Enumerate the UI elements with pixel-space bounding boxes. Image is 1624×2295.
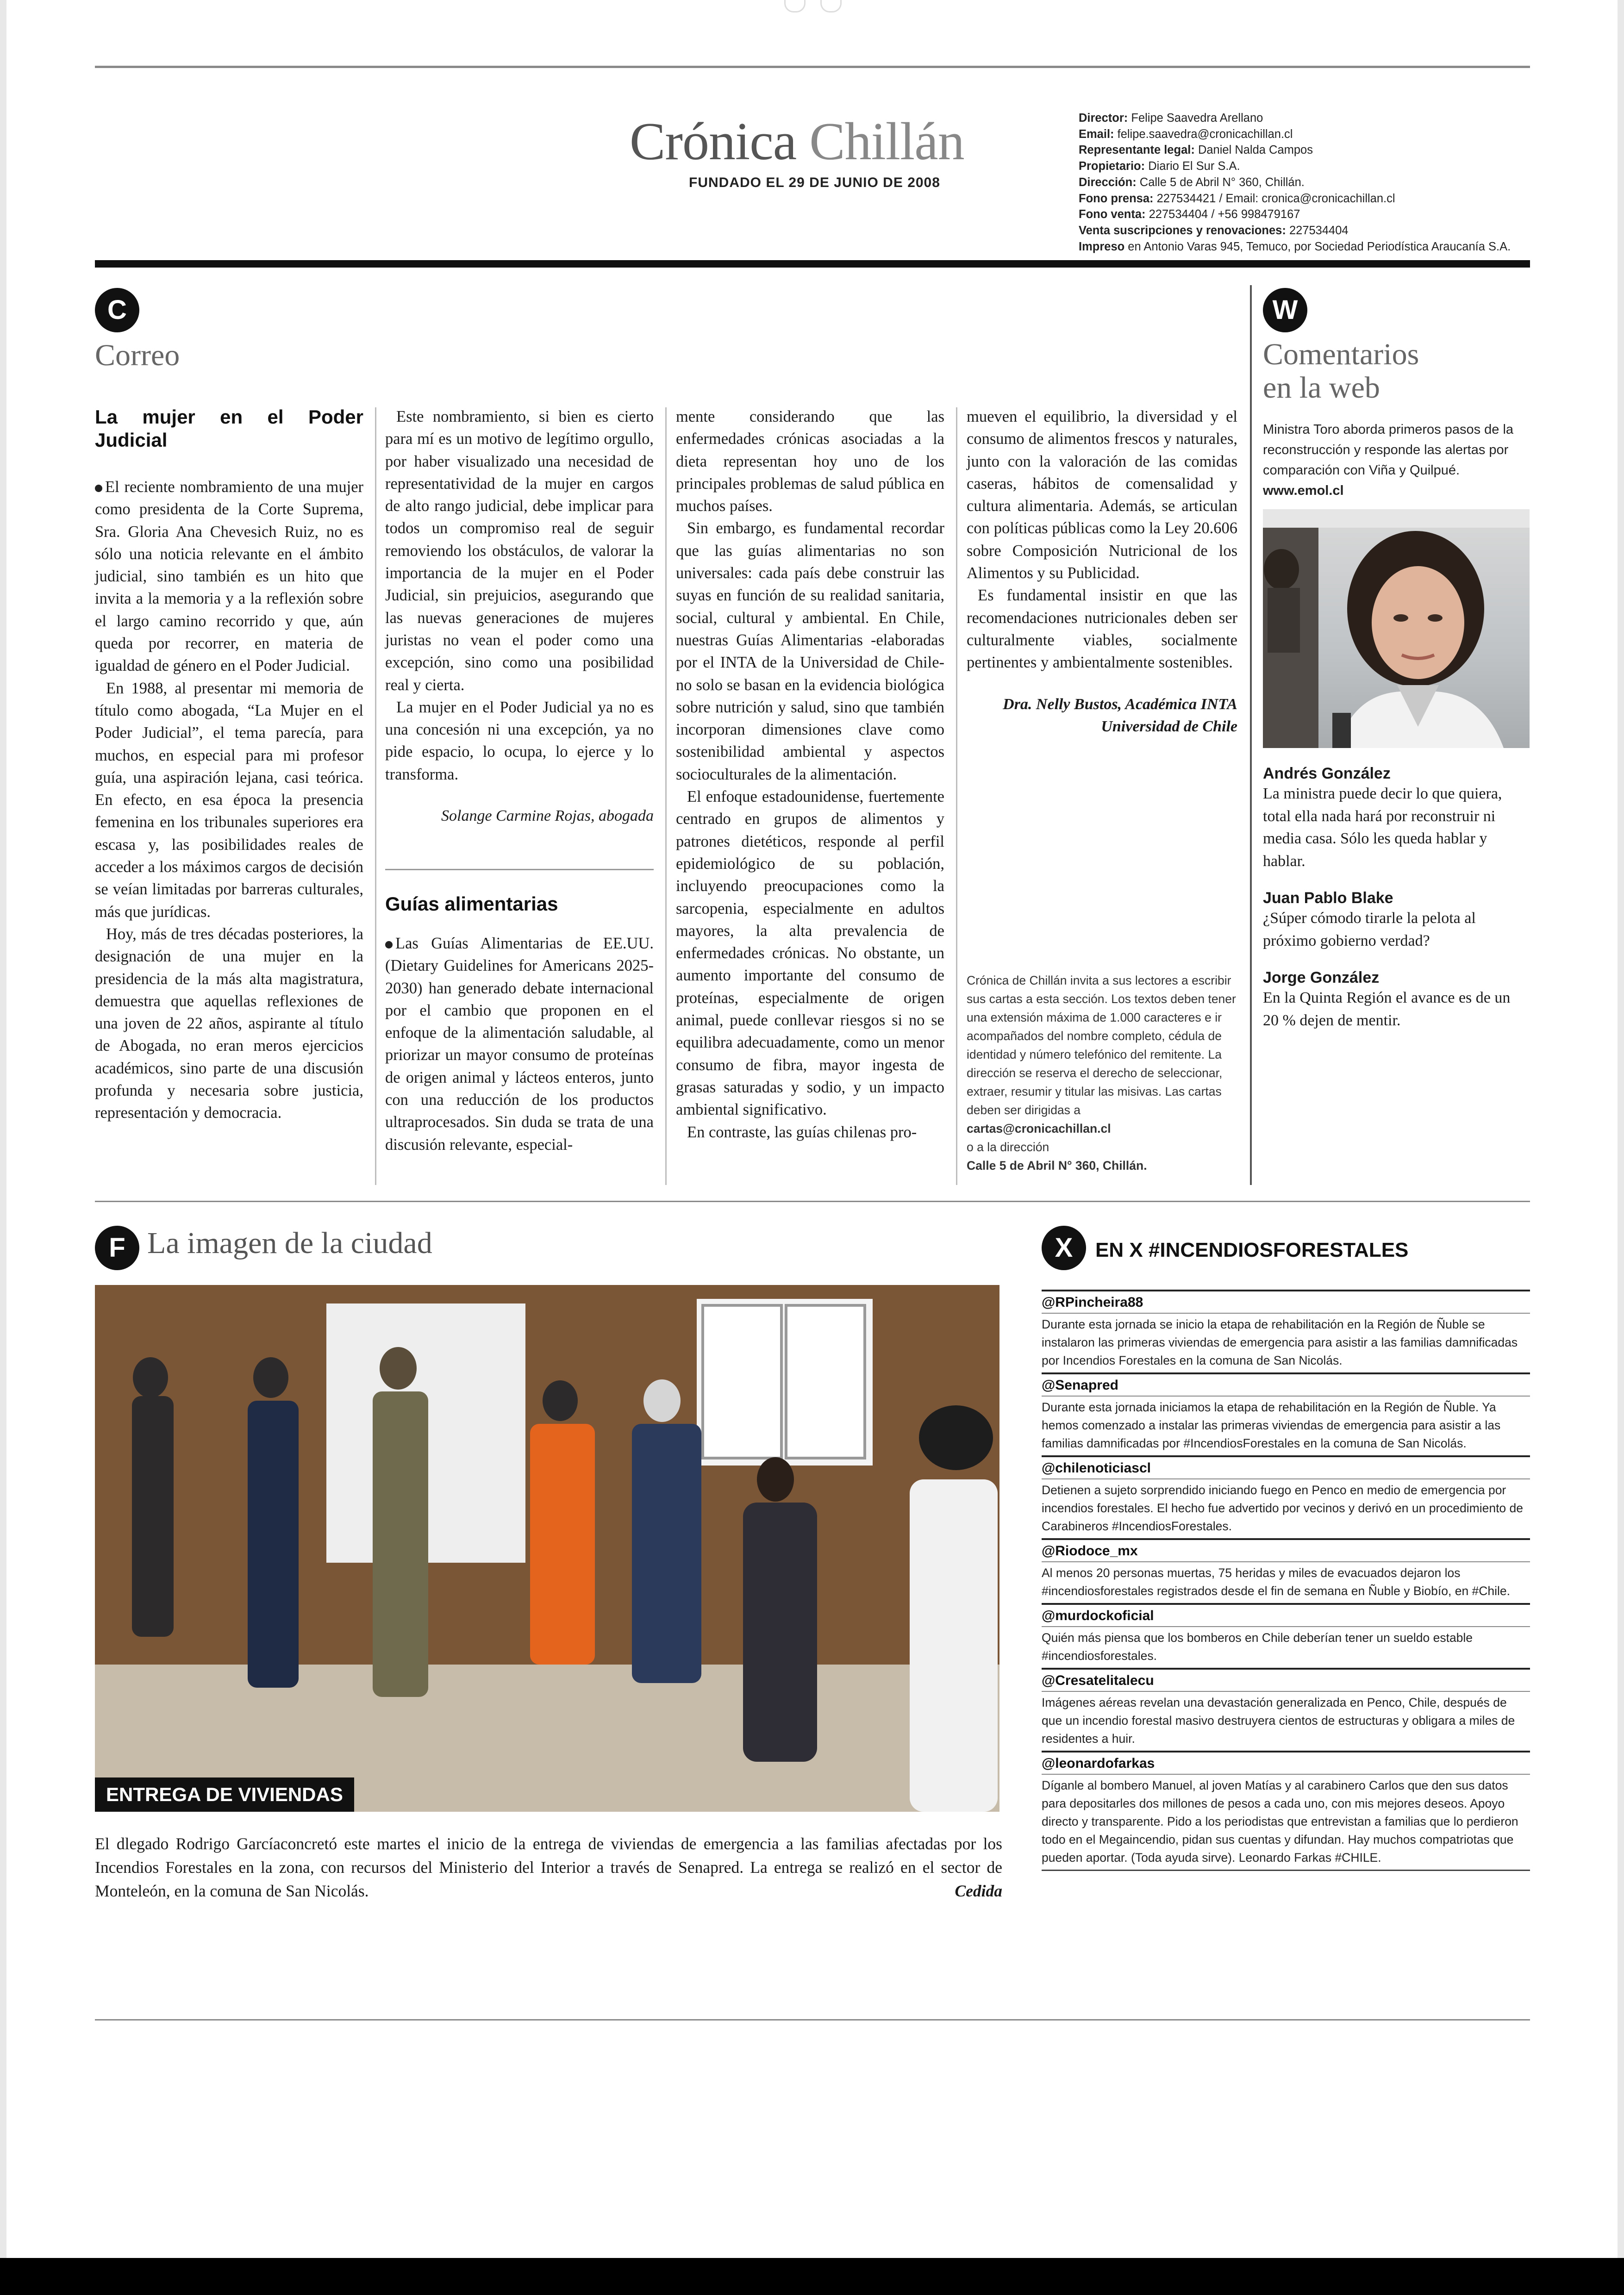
comment-author: Andrés González	[1263, 765, 1391, 782]
section-divider	[1250, 285, 1252, 1185]
masthead-part1: Crónica	[630, 112, 797, 171]
bottom-rule	[95, 2019, 1530, 2021]
letters-policy-note: Crónica de Chillán invita a sus lectores a escribir sus cartas a esta sección. Los textos deben tener una extensión máxima de 1.000 caracteres e ir acompañados del nombre completo, cédula de identidad y número telefónico del remitente. La dirección se reserva el derecho de seleccionar, extraer, resumir y titular las misivas. Las cartas deben ser dirigidas a cartas@cronicachillan.cl o a la dirección Calle 5 de Abril N° 360, Chillán.	[967, 971, 1237, 1175]
letter1-headline: La mujer en el Poder Judicial	[95, 406, 363, 451]
x-post-text: Quién más piensa que los bomberos en Chile deberían tener un sueldo estable #incendiosforestales.	[1042, 1626, 1530, 1665]
x-post-text: Durante esta jornada iniciamos la etapa de rehabilitación en la Región de Ñuble. Ya hemos comenzado a instalar las primeras viviendas de emergencia para asistir a las familias damnificadas por #IncendiosForestales en la comuna de San Nicolás.	[1042, 1396, 1530, 1453]
city-photo	[95, 1285, 999, 1812]
letter2-paragraph: Las Guías Alimentarias de EE.UU. (Dietary Guidelines for Americans 2025-2030) han generado debate internacional por el cambio que proponen en el enfoque de la alimentación saludable, al priorizar un mayor consumo de proteínas de origen animal y lácteos enteros, junto con una reducción de los productos ultraprocesados. Sin duda se trata de una discusión relevante, especial-	[385, 935, 654, 1154]
column-divider	[956, 407, 957, 1185]
correo-icon: C	[95, 288, 139, 332]
x-post-text: Detienen a sujeto sorprendido iniciando fuego en Penco en medio de emergencia por incendios forestales. El hecho fue advertido por vecinos y derivó en un procedimiento de Carabineros #IncendiosForestales.	[1042, 1478, 1530, 1535]
staff-line: Dirección: Calle 5 de Abril N° 360, Chillán.	[1079, 175, 1305, 189]
x-post-text: Al menos 20 personas muertas, 75 heridas y miles de evacuados dejaron los #incendiosforestales registrados desde el fin de semana en Ñuble y Biobío, en #Chile.	[1042, 1561, 1530, 1600]
web-comment	[1263, 969, 1530, 1032]
x-post-text: Díganle al bombero Manuel, al joven Matías y al carabinero Carlos que den sus datos para depositarles dos millones de pesos a cada uno, con mis mejores deseos. Apoyo directo y transparente. Pido a los periodistas que entrevistan a familias que lo perdieron todo en el Megaincendio, pidan sus cuentas y difundan. Hay muchos compatriotas que pueden aportar. (Toda ayuda sirve). Leonardo Farkas #CHILE.	[1042, 1774, 1530, 1871]
x-handle[interactable]: @Cresatelitalecu	[1042, 1668, 1530, 1691]
masthead	[630, 111, 964, 173]
letter1-paragraph: Este nombramiento, si bien es cierto para mí es un motivo de legítimo orgullo, por haber visualizado una necesidad de representatividad de la mujer en cargos de alto rango judicial, debe implicar para todos un compromiso real de seguir removiendo los obstáculos, de valorar la importancia de la mujer en el Poder Judicial, sin prejuicios, asegurando que las nuevas generaciones de mujeres juristas no vean el poder como una excepción, sino como una posibilidad real y cierta.	[385, 408, 654, 694]
letter2-col3	[676, 405, 944, 1143]
x-post	[1042, 1751, 1530, 1871]
x-post	[1042, 1668, 1530, 1748]
letters-address: Calle 5 de Abril N° 360, Chillán.	[967, 1159, 1147, 1172]
letter1-col2	[385, 405, 654, 827]
city-title: La imagen de la ciudad	[147, 1226, 432, 1260]
x-post	[1042, 1290, 1530, 1370]
staff-line: Venta suscripciones y renovaciones: 227534404	[1079, 224, 1349, 237]
x-handle[interactable]: @chilenoticiascl	[1042, 1455, 1530, 1478]
page-left-border	[0, 0, 6, 2295]
staff-line: Email: felipe.saavedra@cronicachillan.cl	[1079, 127, 1293, 141]
column-divider	[375, 407, 376, 1185]
web-comment	[1263, 765, 1530, 873]
comment-text: En la Quinta Región el avance es de un 20 % dejen de mentir.	[1263, 989, 1511, 1029]
x-icon: X	[1042, 1226, 1086, 1270]
staff-line: Impreso en Antonio Varas 945, Temuco, por Sociedad Periodística Araucanía S.A.	[1079, 240, 1511, 253]
staff-line: Director: Felipe Saavedra Arellano	[1079, 112, 1263, 125]
letter-divider	[385, 869, 654, 870]
x-handle[interactable]: @RPincheira88	[1042, 1290, 1530, 1313]
x-post	[1042, 1372, 1530, 1453]
letter2-col2	[385, 892, 654, 1156]
correo-title: Correo	[95, 338, 180, 372]
letter2-headline: Guías alimentarias	[385, 893, 558, 915]
comment-text: La ministra puede decir lo que quiera, total ella nada hará por reconstruir ni media casa. Sólo les queda hablar y hablar.	[1263, 785, 1502, 870]
x-post	[1042, 1455, 1530, 1535]
web-photo	[1263, 509, 1530, 748]
city-icon: F	[95, 1226, 139, 1270]
photo-label: ENTREGA DE VIVIENDAS	[95, 1777, 354, 1812]
staff-line: Propietario: Diario El Sur S.A.	[1079, 160, 1240, 173]
top-nav-dot-right[interactable]	[820, 0, 842, 12]
letter2-paragraph: Sin embargo, es fundamental recordar que las guías alimentarias no son universales: cada país debe construir las suyas en función de su realidad sanitaria, social, cultural y ambiental. En Chile, nuestras Guías Alimentarias -elaboradas por el INTA de la Universidad de Chile- no solo se basan en la evidencia biológica sobre nutrición y salud, sino que también incorporan dimensiones clave como sostenibilidad ambiental y aspectos socioculturales de la alimentación.	[676, 519, 944, 783]
x-feed	[1042, 1290, 1530, 1871]
staff-line: Fono prensa: 227534421 / Email: cronica@cronicachillan.cl	[1079, 192, 1395, 205]
comment-author: Juan Pablo Blake	[1263, 889, 1393, 907]
letter1-paragraph: La mujer en el Poder Judicial ya no es una concesión ni una excepción, ya no pide espacio, lo ocupa, lo ejerce y lo transforma.	[385, 698, 654, 783]
bullet-icon	[95, 485, 102, 492]
middle-rule	[95, 1201, 1530, 1202]
letters-email[interactable]: cartas@cronicachillan.cl	[967, 1122, 1111, 1135]
x-handle[interactable]: @Riodoce_mx	[1042, 1538, 1530, 1561]
letter2-signature: Dra. Nelly Bustos, Académica INTA Universidad de Chile	[1003, 695, 1237, 735]
x-title: EN X #INCENDIOSFORESTALES	[1095, 1239, 1409, 1261]
comment-author: Jorge González	[1263, 969, 1380, 986]
letter2-paragraph: Es fundamental insistir en que las recomendaciones nutricionales deben ser culturalmente viables, socialmente pertinentes y ambientalmente sostenibles.	[967, 586, 1237, 672]
x-post	[1042, 1538, 1530, 1600]
top-nav-dot-left[interactable]	[784, 0, 806, 12]
x-post	[1042, 1603, 1530, 1665]
letter1-paragraph: El reciente nombramiento de una mujer como presidenta de la Corte Suprema, Sra. Gloria Ana Chevesich Ruiz, no es sólo una noticia relevante en el ámbito judicial, sino también es un hito que invita a la memoria y a la reflexión sobre el largo camino recorrido y que, aún queda por recorrer, en materia de igualdad de género en el Poder Judicial.	[95, 478, 363, 675]
page-right-border	[1618, 0, 1624, 2295]
web-title: Comentarios en la web	[1263, 337, 1419, 405]
letter1-paragraph: Hoy, más de tres décadas posteriores, la designación de una mujer en la presidencia de la más alta magistratura, demuestra que aquellas reflexiones de una joven de 22 años, aspirante al título de Abogada, no eran meros ejercicios académicos, sino parte de una discusión profunda y necesaria sobre justicia, representación y democracia.	[95, 925, 363, 1122]
letter2-paragraph: El enfoque estadounidense, fuertemente centrado en grupos de alimentos y patrones dietéticos, responde al perfil epidemiológico de su población, incluyendo preocupaciones como la sarcopenia, especialmente en adultos mayores, la alta prevalencia de enfermedades crónicas. No obstante, un aumento importante del consumo de proteínas, especialmente de origen animal, puede conllevar riesgos si no se equilibra adecuadamente, como un menor consumo de fibra, mayor ingesta de grasas saturadas y sodio, y un impacto ambiental significativo.	[676, 788, 944, 1119]
x-handle[interactable]: @Senapred	[1042, 1372, 1530, 1396]
web-comments	[1263, 765, 1530, 1032]
column-divider	[665, 407, 667, 1185]
web-source-link[interactable]: www.emol.cl	[1263, 483, 1344, 498]
letter1-signature: Solange Carmine Rojas, abogada	[441, 807, 654, 825]
web-icon: W	[1263, 288, 1307, 332]
comment-text: ¿Súper cómodo tirarle la pelota al próximo gobierno verdad?	[1263, 910, 1476, 949]
x-handle[interactable]: @murdockoficial	[1042, 1603, 1530, 1626]
letter2-paragraph: mente considerando que las enfermedades crónicas asociadas a la dieta representan hoy uno de los principales problemas de salud pública en muchos países.	[676, 408, 944, 515]
header-top-rule	[95, 66, 1530, 68]
web-comment	[1263, 889, 1530, 952]
web-lead: Ministra Toro aborda primeros pasos de la reconstrucción y responde las alertas por comparación con Viña y Quilpué. www.emol.cl	[1263, 419, 1530, 501]
letter2-col4	[967, 405, 1237, 738]
x-post-text: Imágenes aéreas revelan una devastación generalizada en Penco, Chile, después de que un incendio forestal masivo destruyera cientos de estructuras y obligara a miles de residentes a huir.	[1042, 1691, 1530, 1748]
photo-caption: El dlegado Rodrigo Garcíaconcretó este martes el inicio de la entrega de viviendas de emergencia a las familias afectadas por los Incendios Forestales en la zona, con recursos del Ministerio del Interior a través de Senapred. La entrega se realizó en el sector de Monteleón, en la comuna de San Nicolás. Cedida	[95, 1832, 1002, 1903]
letter2-paragraph: En contraste, las guías chilenas pro-	[687, 1123, 917, 1141]
staff-line: Representante legal: Daniel Nalda Campos	[1079, 143, 1313, 157]
x-handle[interactable]: @leonardofarkas	[1042, 1751, 1530, 1774]
masthead-part2: Chillán	[809, 112, 964, 171]
x-post-text: Durante esta jornada se inicio la etapa de rehabilitación en la Región de Ñuble se instalaron las primeras viviendas de emergencia para asistir a las familias damnificadas por Incendios Forestales en la comuna de San Nicolás.	[1042, 1313, 1530, 1370]
staff-line: Fono venta: 227534404 / +56 998479167	[1079, 208, 1300, 221]
letter1-col1	[95, 405, 363, 1124]
delivery-scene-illustration	[95, 1285, 999, 1812]
photo-credit: Cedida	[955, 1882, 1002, 1900]
header-bottom-rule	[95, 260, 1530, 268]
portrait-illustration	[1263, 509, 1530, 748]
bottom-bar	[0, 2258, 1624, 2295]
letter2-paragraph: mueven el equilibrio, la diversidad y el consumo de alimentos frescos y naturales, junto con la valoración de las comidas caseras, hábitos de comensalidad y cultura alimentaria. Además, se articulan con políticas públicas como la Ley 20.606 sobre Composición Nutricional de los Alimentos y su Publicidad.	[967, 408, 1237, 582]
letter1-paragraph: En 1988, al presentar mi memoria de título como abogada, “La Mujer en el Poder Judicial”, el tema parecía, para muchos, en especial para mi profesor guía, una aspiración lejana, casi teórica. En efecto, en esa época la presencia femenina en los tribunales superiores era escasa y, las posibilidades reales de acceder a los máximos cargos de decisión se veían limitadas por barreras culturales, más que jurídicas.	[95, 679, 363, 921]
founded-date: FUNDADO EL 29 DE JUNIO DE 2008	[689, 175, 940, 190]
staff-box	[1079, 110, 1523, 255]
bullet-icon	[385, 941, 393, 948]
